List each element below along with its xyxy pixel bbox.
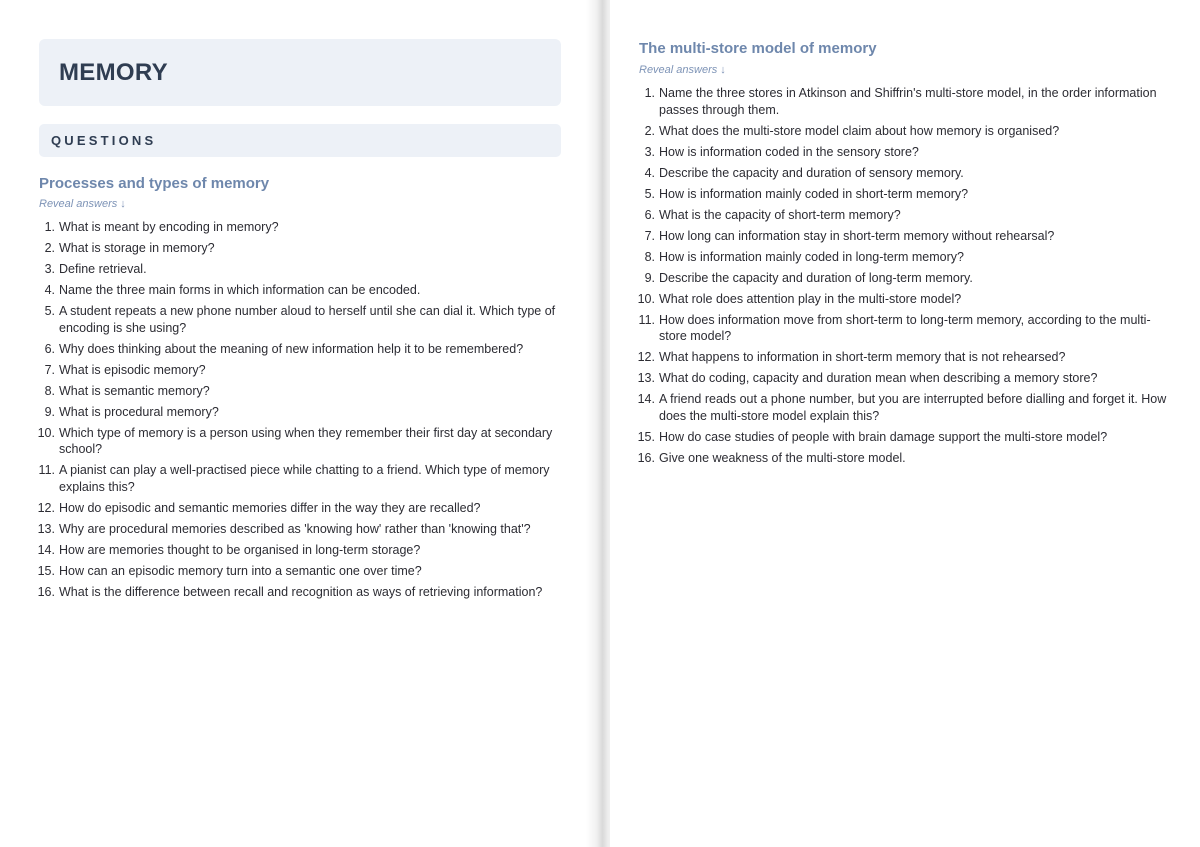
question-text: What is the capacity of short-term memory? — [659, 207, 901, 222]
section-heading-multi-store: The multi-store model of memory — [639, 40, 877, 57]
question-text: What is episodic memory? — [59, 362, 206, 377]
question-item — [39, 521, 561, 538]
question-item — [639, 429, 1175, 446]
question-item — [639, 85, 1175, 118]
question-number: 8. — [644, 249, 655, 264]
arrow-down-icon[interactable]: ↓ — [120, 198, 126, 210]
question-text: Name the three stores in Atkinson and Shiffrin's multi-store model, in the order information passes through them. — [659, 86, 1157, 117]
question-number: 6. — [44, 341, 55, 356]
question-item — [39, 542, 561, 559]
question-number: 15. — [37, 563, 55, 578]
question-item — [39, 303, 561, 336]
question-text: How are memories thought to be organised in long-term storage? — [59, 542, 421, 557]
question-item — [639, 349, 1175, 366]
question-text: How long can information stay in short-term memory without rehearsal? — [659, 228, 1055, 243]
question-number: 5. — [644, 186, 655, 201]
question-number: 12. — [37, 500, 55, 515]
left-page — [0, 0, 592, 847]
question-item — [39, 563, 561, 580]
question-item — [639, 270, 1175, 287]
question-text: Define retrieval. — [59, 262, 147, 276]
right-page — [610, 0, 1200, 847]
question-item — [39, 500, 561, 517]
question-number: 3. — [644, 144, 655, 159]
section-heading-processes: Processes and types of memory — [39, 175, 270, 192]
question-text: What is meant by encoding in memory? — [59, 220, 279, 234]
question-text: What is storage in memory? — [59, 241, 215, 255]
question-item — [39, 240, 561, 257]
question-number: 8. — [44, 383, 55, 398]
reveal-answers-label[interactable]: Reveal answers — [639, 64, 718, 76]
question-list-multi-store — [639, 85, 1175, 471]
question-item — [39, 584, 561, 601]
question-number: 12. — [637, 350, 655, 364]
question-number: 15. — [637, 429, 655, 444]
question-item — [639, 370, 1175, 387]
question-text: Which type of memory is a person using when they remember their first day at secondary school? — [59, 425, 553, 456]
question-text: Describe the capacity and duration of long-term memory. — [659, 270, 973, 285]
question-number: 7. — [644, 228, 655, 243]
question-number: 2. — [44, 241, 55, 255]
question-text: What is semantic memory? — [59, 383, 210, 398]
question-item — [39, 404, 561, 421]
questions-banner — [39, 124, 561, 157]
question-item — [39, 282, 561, 299]
question-text: What happens to information in short-term memory that is not rehearsed? — [659, 350, 1066, 364]
question-text: How can an episodic memory turn into a semantic one over time? — [59, 563, 422, 578]
question-number: 14. — [637, 392, 655, 406]
questions-label: QUESTIONS — [51, 133, 157, 148]
question-text: Name the three main forms in which information can be encoded. — [59, 283, 421, 297]
question-number: 1. — [644, 86, 655, 100]
question-item — [639, 249, 1175, 266]
arrow-down-icon[interactable]: ↓ — [720, 64, 726, 76]
question-item — [39, 362, 561, 379]
page-title: MEMORY — [59, 59, 168, 86]
question-list-processes — [39, 219, 561, 605]
question-text: What do coding, capacity and duration mean when describing a memory store? — [659, 371, 1098, 385]
question-text: A student repeats a new phone number aloud to herself until she can dial it. Which type of encoding is she using? — [59, 304, 556, 335]
question-number: 16. — [637, 450, 655, 465]
question-text: How is information mainly coded in short-term memory? — [659, 186, 969, 201]
question-number: 9. — [44, 404, 55, 419]
question-text: How do episodic and semantic memories differ in the way they are recalled? — [59, 500, 481, 515]
question-text: Describe the capacity and duration of sensory memory. — [659, 165, 964, 180]
question-number: 4. — [44, 283, 55, 297]
question-number: 10. — [37, 425, 55, 440]
question-number: 9. — [644, 270, 655, 285]
question-text: How do case studies of people with brain damage support the multi-store model? — [659, 429, 1108, 444]
question-text: Give one weakness of the multi-store model. — [659, 450, 906, 465]
question-item — [639, 144, 1175, 161]
question-item — [639, 391, 1175, 424]
question-number: 13. — [637, 371, 655, 385]
question-number: 13. — [37, 521, 55, 536]
question-item — [639, 228, 1175, 245]
question-number: 10. — [637, 291, 655, 306]
reveal-answers-label[interactable]: Reveal answers — [39, 198, 118, 210]
question-text: A pianist can play a well-practised piece while chatting to a friend. Which type of memory explains this? — [59, 463, 550, 494]
question-number: 14. — [37, 542, 55, 557]
question-item — [639, 312, 1175, 345]
question-item — [39, 383, 561, 400]
reveal-answers-link[interactable] — [639, 64, 726, 76]
question-number: 16. — [37, 584, 55, 599]
reveal-answers-link[interactable] — [39, 198, 126, 210]
question-number: 4. — [644, 165, 655, 180]
question-text: Why does thinking about the meaning of new information help it to be remembered? — [59, 341, 524, 356]
question-number: 11. — [38, 463, 55, 477]
question-text: How does information move from short-term to long-term memory, according to the multi-store model? — [659, 312, 1151, 343]
question-number: 6. — [644, 207, 655, 222]
question-item — [639, 186, 1175, 203]
question-item — [39, 341, 561, 358]
question-text: What role does attention play in the multi-store model? — [659, 291, 962, 306]
question-text: What does the multi-store model claim about how memory is organised? — [659, 123, 1060, 138]
question-item — [39, 462, 561, 495]
question-item — [639, 123, 1175, 140]
question-item — [39, 261, 561, 278]
question-number: 11. — [638, 312, 655, 327]
question-text: How is information mainly coded in long-term memory? — [659, 249, 964, 264]
title-banner — [39, 39, 561, 106]
question-number: 3. — [44, 262, 55, 276]
question-number: 7. — [44, 362, 55, 377]
question-number: 1. — [44, 220, 55, 234]
question-text: A friend reads out a phone number, but you are interrupted before dialling and forget it. How does the multi-store model explain this? — [659, 392, 1167, 423]
question-number: 5. — [44, 304, 55, 318]
question-item — [639, 291, 1175, 308]
question-item — [39, 425, 561, 458]
question-item — [639, 450, 1175, 467]
question-number: 2. — [644, 123, 655, 138]
question-item — [639, 165, 1175, 182]
question-text: What is procedural memory? — [59, 404, 219, 419]
question-text: What is the difference between recall and recognition as ways of retrieving information? — [59, 584, 543, 599]
question-text: Why are procedural memories described as 'knowing how' rather than 'knowing that'? — [59, 521, 531, 536]
question-text: How is information coded in the sensory store? — [659, 144, 919, 159]
question-item — [639, 207, 1175, 224]
question-item — [39, 219, 561, 236]
